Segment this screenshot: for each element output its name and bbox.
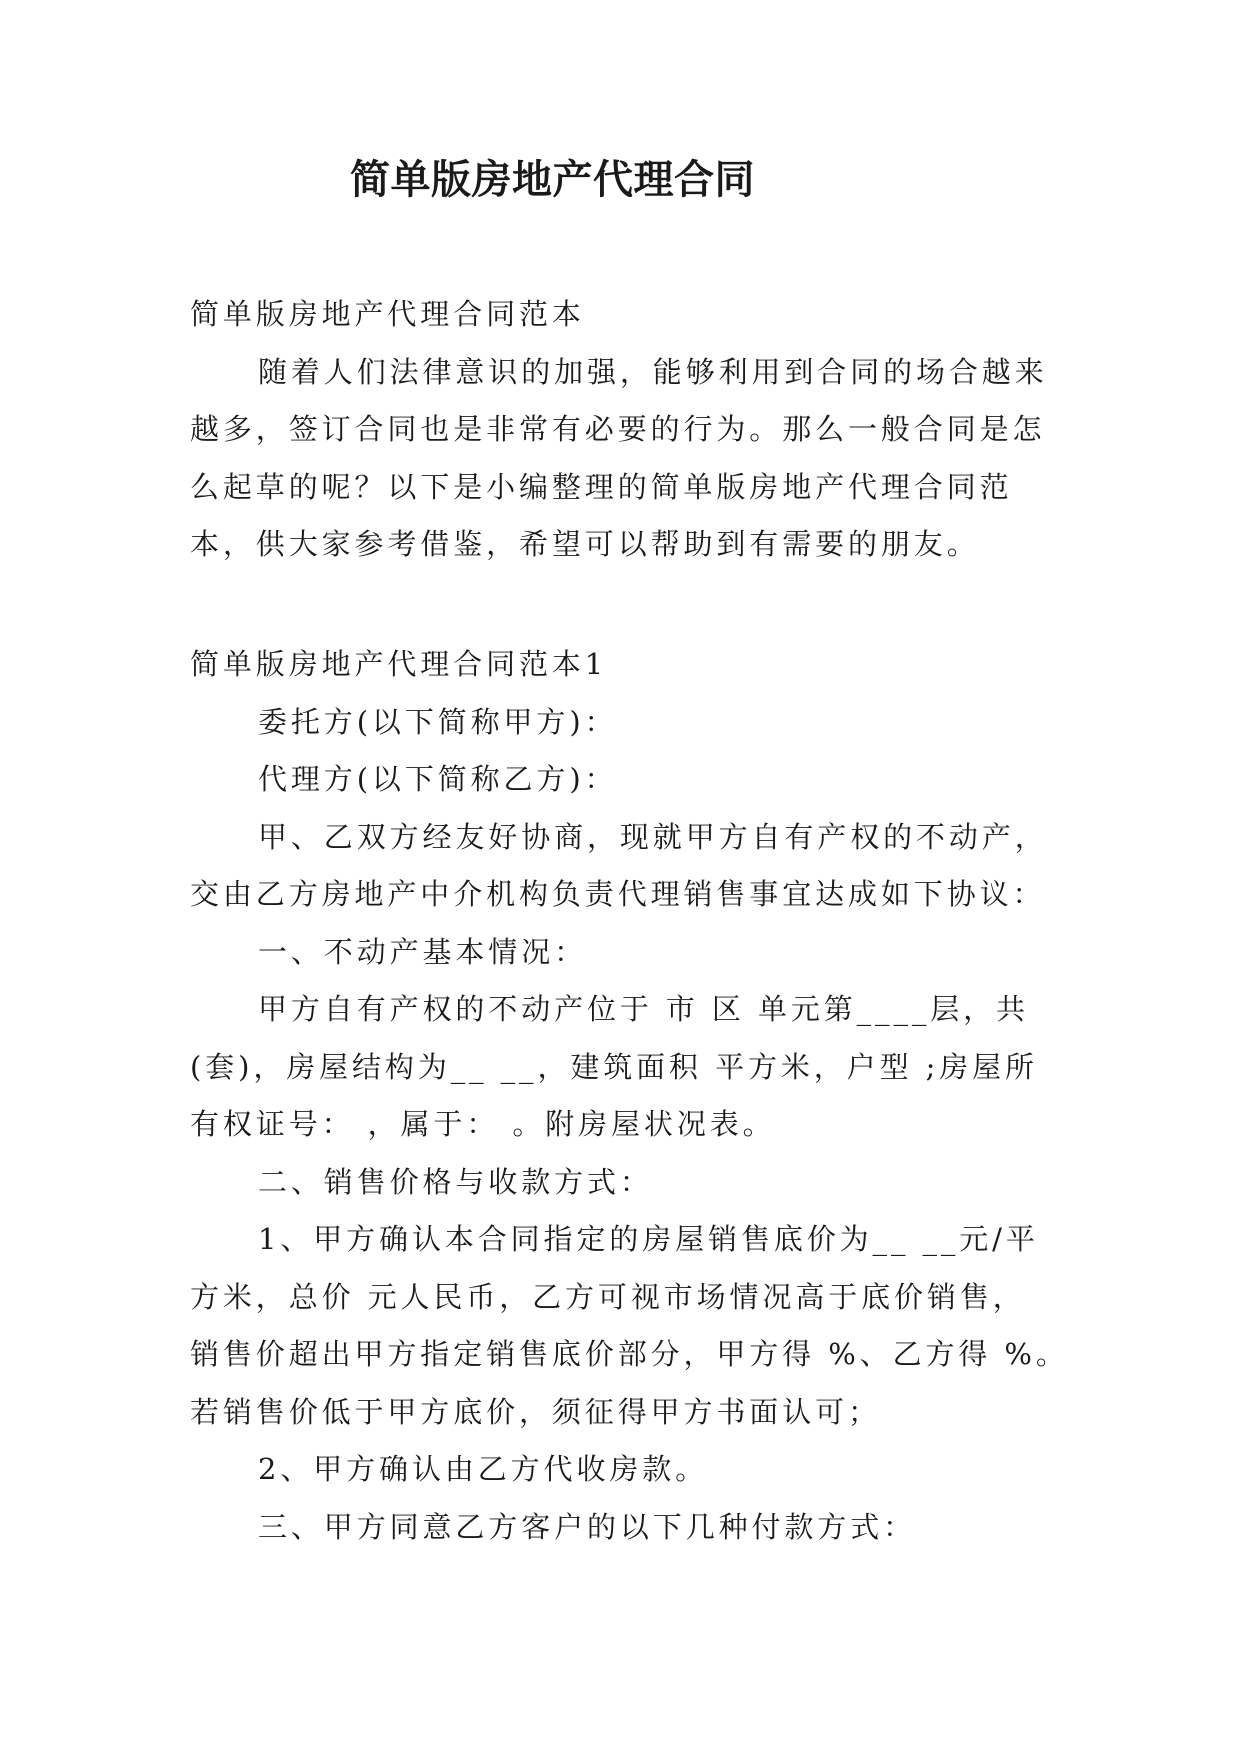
paragraph-line: 1、甲方确认本合同指定的房屋销售底价为__ __元/平 [258, 1222, 1039, 1256]
paragraph-line: 2、甲方确认由乙方代收房款。 [258, 1452, 709, 1486]
paragraph-line: 交由乙方房地产中介机构负责代理销售事宜达成如下协议： [190, 877, 1046, 911]
paragraph-agreement [190, 809, 1150, 924]
paragraph-line: 甲、乙双方经友好协商，现就甲方自有产权的不动产， [258, 819, 1048, 854]
sample-section [190, 636, 1150, 1556]
subtitle: 简单版房地产代理合同范本 [190, 297, 585, 331]
paragraph-line: 越多，签订合同也是非常有必要的行为。那么一般合同是怎 [190, 412, 1046, 446]
clause-heading-3 [190, 1499, 1150, 1557]
paragraph-agent [190, 751, 1150, 809]
clause-heading-1 [190, 924, 1150, 982]
paragraph-line: 有权证号： ，属于： 。附房屋状况表。 [190, 1107, 776, 1141]
paragraph-line: 本，供大家参考借鉴，希望可以帮助到有需要的朋友。 [190, 527, 980, 561]
paragraph-collection [190, 1441, 1150, 1499]
paragraph-line: 销售价超出甲方指定销售底价部分，甲方得 %、乙方得 %。 [190, 1337, 1069, 1371]
paragraph-line: 三、甲方同意乙方客户的以下几种付款方式： [258, 1509, 917, 1544]
paragraph-property-info [190, 981, 1150, 1154]
paragraph-line: 一、不动产基本情况： [258, 934, 588, 969]
sample-heading: 简单版房地产代理合同范本1 [190, 647, 608, 681]
paragraph-line: 委托方(以下简称甲方)： [258, 704, 618, 739]
document-title: 简单版房地产代理合同 [350, 156, 755, 203]
intro-paragraph [190, 344, 1150, 574]
paragraph-line: 方米，总价 元人民币，乙方可视市场情况高于底价销售， [190, 1279, 1026, 1314]
paragraph-line: 随着人们法律意识的加强，能够利用到合同的场合越来 [258, 354, 1048, 389]
paragraph-client [190, 694, 1150, 752]
paragraph-line: (套)，房屋结构为__ __，建筑面积 平方米，户型 ;房屋所 [190, 1049, 1038, 1084]
intro-section [190, 286, 1150, 574]
paragraph-line: 代理方(以下简称乙方)： [258, 762, 618, 796]
paragraph-line: 么起草的呢？以下是小编整理的简单版房地产代理合同范 [190, 469, 1013, 504]
clause-heading-2 [190, 1154, 1150, 1212]
paragraph-line: 甲方自有产权的不动产位于 市 区 单元第____层，共 [258, 992, 1029, 1026]
paragraph-price [190, 1211, 1150, 1441]
paragraph-line: 二、销售价格与收款方式： [258, 1164, 653, 1199]
paragraph-line: 若销售价低于甲方底价，须征得甲方书面认可； [190, 1394, 881, 1429]
